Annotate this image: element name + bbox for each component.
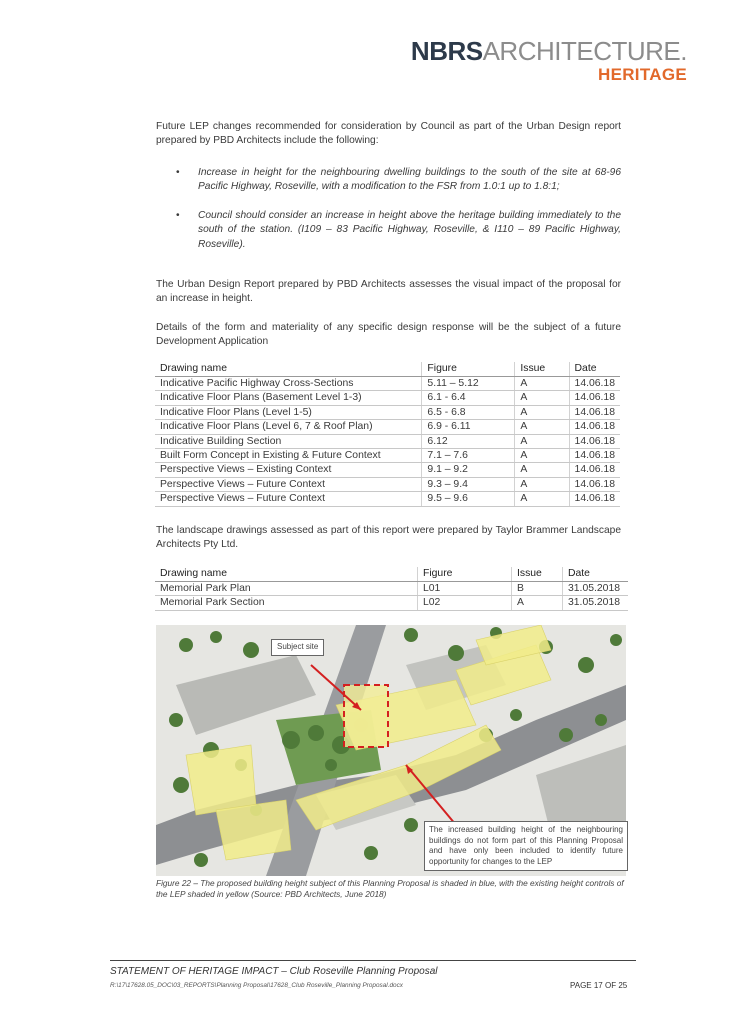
table-cell: Perspective Views – Existing Context	[155, 463, 422, 477]
footer-title: STATEMENT OF HERITAGE IMPACT – Club Roseville Planning Proposal	[110, 966, 438, 977]
column-header: Issue	[515, 362, 569, 377]
column-header: Date	[569, 362, 620, 377]
table-row	[155, 492, 620, 506]
table-cell: L02	[418, 596, 512, 610]
figure-caption: Figure 22 – The proposed building height subject of this Planning Proposal is shaded in blue, with the existing height controls of the LEP shaded in yellow (Source: PBD Architects, June 2018)	[156, 878, 624, 899]
table-row	[155, 596, 628, 610]
table-header-row	[155, 567, 628, 582]
column-header: Drawing name	[155, 362, 422, 377]
table-header-row	[155, 362, 620, 377]
height-note-callout: The increased building height of the neighbouring buildings do not form part of this Planning Proposal and have only been included to identify future opportunity for changes to the LEP	[424, 821, 628, 871]
footer-file-path: R:\17\17628.05_DOC\03_REPORTS\Planning Proposal\17628_Club Roseville_Planning Proposal.docx	[110, 982, 403, 989]
table-cell: 14.06.18	[569, 391, 620, 405]
table-cell: Memorial Park Section	[155, 596, 418, 610]
bullet-item: • Increase in height for the neighbouring dwelling buildings to the south of the site at 68-96 Pacific Highway, Roseville, with a modification to the FSR from 1.0:1 up to 1.8:1;	[176, 166, 621, 195]
table-cell: 14.06.18	[569, 420, 620, 434]
table-row	[155, 391, 620, 405]
table-cell: A	[515, 391, 569, 405]
column-header: Issue	[512, 567, 563, 582]
table-cell: A	[515, 477, 569, 491]
table-cell: Indicative Floor Plans (Basement Level 1-3)	[155, 391, 422, 405]
table-cell: A	[515, 420, 569, 434]
table-cell: A	[515, 449, 569, 463]
table-cell: 9.5 – 9.6	[422, 492, 515, 506]
table-cell: Indicative Floor Plans (Level 1-5)	[155, 405, 422, 419]
logo-architecture: ARCHITECTURE.	[482, 36, 687, 66]
table-cell: 14.06.18	[569, 434, 620, 448]
drawings-table	[155, 362, 620, 507]
table-cell: 7.1 – 7.6	[422, 449, 515, 463]
table-cell: 6.9 - 6.11	[422, 420, 515, 434]
table-cell: 14.06.18	[569, 449, 620, 463]
table-cell: L01	[418, 582, 512, 596]
table-cell: A	[515, 405, 569, 419]
table-cell: 6.12	[422, 434, 515, 448]
table-cell: 14.06.18	[569, 463, 620, 477]
table-cell: A	[515, 463, 569, 477]
intro-paragraph: Future LEP changes recommended for consideration by Council as part of the Urban Design report prepared by PBD Architects include the following:	[156, 121, 621, 147]
table-cell: 5.11 – 5.12	[422, 377, 515, 391]
landscape-table	[155, 567, 628, 611]
table-cell: 6.5 - 6.8	[422, 405, 515, 419]
nbrs-logo	[411, 38, 687, 83]
details-paragraph: Details of the form and materiality of any specific design response will be the subject of a future Development Application	[156, 322, 621, 348]
table-cell: A	[515, 377, 569, 391]
table-cell: 14.06.18	[569, 405, 620, 419]
recommendation-list	[176, 166, 621, 266]
table-cell: Indicative Building Section	[155, 434, 422, 448]
table-cell: 6.1 - 6.4	[422, 391, 515, 405]
table-row	[155, 434, 620, 448]
table-row	[155, 463, 620, 477]
column-header: Date	[563, 567, 629, 582]
table-row	[155, 377, 620, 391]
table-row	[155, 582, 628, 596]
table-row	[155, 420, 620, 434]
table-cell: B	[512, 582, 563, 596]
table-cell: Perspective Views – Future Context	[155, 477, 422, 491]
table-cell: Built Form Concept in Existing & Future Context	[155, 449, 422, 463]
table-cell: A	[515, 434, 569, 448]
logo-nbrs: NBRS	[410, 36, 483, 66]
footer-divider	[110, 960, 636, 961]
column-header: Drawing name	[155, 567, 418, 582]
table-row	[155, 449, 620, 463]
logo-heritage: HERITAGE	[598, 65, 687, 84]
subject-site-label: Subject site	[271, 639, 324, 656]
table-cell: 14.06.18	[569, 477, 620, 491]
table-cell: 9.3 – 9.4	[422, 477, 515, 491]
table-cell: 31.05.2018	[563, 596, 629, 610]
page-number: PAGE 17 OF 25	[570, 981, 628, 990]
bullet-item: • Council should consider an increase in height above the heritage building immediately to the south of the station. (I109 – 83 Pacific Highway, Roseville, & I110 – 89 Pacific Highway, Roseville).	[176, 209, 621, 252]
table-cell: Perspective Views – Future Context	[155, 492, 422, 506]
table-cell: 14.06.18	[569, 492, 620, 506]
column-header: Figure	[418, 567, 512, 582]
aerial-perspective-figure	[156, 625, 626, 876]
table-row	[155, 405, 620, 419]
landscape-paragraph: The landscape drawings assessed as part of this report were prepared by Taylor Brammer Landscape Architects Pty Ltd.	[156, 525, 621, 551]
table-cell: 14.06.18	[569, 377, 620, 391]
table-cell: A	[512, 596, 563, 610]
urban-design-paragraph: The Urban Design Report prepared by PBD Architects assesses the visual impact of the proposal for an increase in height.	[156, 279, 621, 305]
table-cell: Memorial Park Plan	[155, 582, 418, 596]
column-header: Figure	[422, 362, 515, 377]
table-row	[155, 477, 620, 491]
table-cell: 31.05.2018	[563, 582, 629, 596]
table-cell: A	[515, 492, 569, 506]
table-cell: Indicative Pacific Highway Cross-Sections	[155, 377, 422, 391]
table-cell: 9.1 – 9.2	[422, 463, 515, 477]
table-cell: Indicative Floor Plans (Level 6, 7 & Roof Plan)	[155, 420, 422, 434]
